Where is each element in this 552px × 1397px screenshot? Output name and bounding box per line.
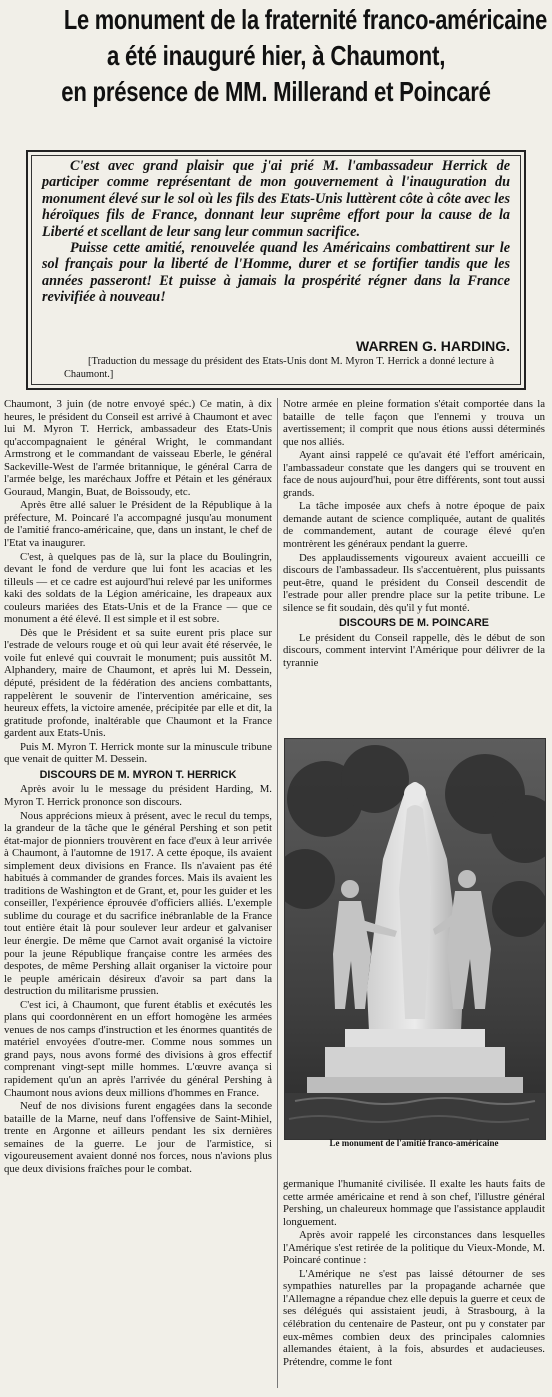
message-signature: WARREN G. HARDING. — [356, 338, 510, 354]
message-paragraph-2: Puisse cette amitié, renouvelée quand les Américains combattirent sur le sol français pour la liberté de l'Homme, durer et se fortifier tandis que les années passeront! Et puisse à jamais la prospérité régner dans la France revivifiée à nouveau! — [42, 240, 510, 306]
article-paragraph: L'Amérique ne s'est pas laissé détourner de ses sympathies naturelles par la propagande acharnée que l'Allemagne a répandue chez elle depuis la guerre et ceux de ses délégués qui assistaient jeudi, à Strasbourg, à la célébration du centenaire de Pasteur, ont pu y constater par eux-mêmes combien deux des principales calomnies allemandes étaient, à la fois, absurdes et audacieuses. Prétendre, comme le font — [283, 1267, 545, 1368]
article-paragraph: C'est, à quelques pas de là, sur la place du Boulingrin, devant le fond de verdure que lui font les acacias et les tilleuls — et ce cadre est aujourd'hui relevé par les uniformes kaki des soldats de la Légion américaine, les drapeaux aux couleurs mariées des Etats-Unis et de la France — que ce monument a été élevé. Il est simple et il est sobre. — [4, 550, 272, 626]
article-paragraph: Nous apprécions mieux à présent, avec le recul du temps, la grandeur de la tâche que le général Pershing et son petit état-major de pionniers trouvèrent en face d'eux à leur arrivée à Chaumont, à l'automne de 1917. A cette époque, ils avaient simplement deux divisions en France. Ils n'avaient pas été habitués à commander de grandes forces. Mais ils avaient les traditions de Washington et de Grant, et, pour les guider et les conseiller, l'expérience éprouvée d'officiers alliés. L'exemple sublime du courage et du sacrifice inébranlable de la France tout entière était là pour soulever leur ardeur et galvaniser leur énergie. De même que Carnot avait organisé la victoire pour la jeune République française contre les armées des despotes, de même Pershing allait organiser la victoire pour le peuple américain désireux d'avoir sa part dans la destruction du militarisme prussien. — [4, 809, 272, 998]
subheading-herrick: DISCOURS DE M. MYRON T. HERRICK — [39, 768, 237, 781]
article-column-2-continued — [283, 1178, 545, 1369]
headline-line-1: Le monument de la fraternité franco-américaine — [63, 4, 548, 35]
article-column-1 — [4, 398, 272, 1176]
message-paragraph-1: C'est avec grand plaisir que j'ai prié M. l'ambassadeur Herrick de participer comme représentant de mon gouvernement à l'inauguration du monument élevé sur le sol où les fils des Etats-Unis luttèrent côte à côte avec les héroïques fils de France, donnant leur suprême effort pour la cause de la Liberté et scellant de leur sang leur commun sacrifice. — [42, 158, 510, 240]
article-paragraph: Puis M. Myron T. Herrick monte sur la minuscule tribune que venait de quitter M. Dessein. — [4, 740, 272, 766]
article-paragraph: C'est ici, à Chaumont, que furent établis et exécutés les plans qui coordonnèrent en un effort homogène les armées venues de nos camps d'instruction et les énormes quantités de matériel envoyées d'outre-mer. Comme nous sommes un grand pays, nous avons formé des divisions à gros effectif comprenant vingt-sept mille hommes. L'œuvre avança si rapidement qu'un an après l'arrivée du général Pershing à Chaumont nous avions deux millions d'hommes en France. — [4, 998, 272, 1099]
article-paragraph: Le président du Conseil rappelle, dès le début de son discours, comment intervint l'Amérique pour délivrer de la tyrannie — [283, 631, 545, 669]
article-paragraph: Après avoir rappelé les circonstances dans lesquelles l'Amérique s'est retirée de la politique du Vieux-Monde, M. Poincaré continue : — [283, 1229, 545, 1267]
article-paragraph: Après être allé saluer le Président de la République à la préfecture, M. Poincaré l'a accompagné jusqu'au monument de l'amitié franco-américaine, que, dans un instant, le chef de l'Etat va inaugurer. — [4, 499, 272, 550]
article-paragraph: Ayant ainsi rappelé ce qu'avait été l'effort américain, l'ambassadeur constate que les dangers qui se trouvent en face de nous aujourd'hui, pour être différents, sont tout aussi grands. — [283, 449, 545, 499]
message-text — [42, 158, 510, 306]
subheading-poincare: DISCOURS DE M. POINCARE — [339, 617, 489, 630]
article-paragraph: germanique l'humanité civilisée. Il exalte les hauts faits de cette armée américaine et rend à son chef, l'illustre général Pershing, un chaleureux hommage que l'assistance applaudit longuement. — [283, 1178, 545, 1228]
translation-note-text: [Traduction du message du président des Etats-Unis dont M. Myron T. Herrick a donné lecture à Chaumont.] — [64, 356, 494, 380]
article-paragraph: La tâche imposée aux chefs à notre époque de paix demande autant de science compliquée, autant de qualités de commandement, autant de courage élevé qu'en montrèrent les généraux pendant la guerre. — [283, 500, 545, 551]
translation-note — [64, 356, 494, 381]
harding-message-box — [26, 150, 526, 390]
photo-caption: Le monument de l'amitié franco-américaine — [329, 1138, 499, 1148]
headline-line-3: en présence de MM. Millerand et Poincaré — [61, 76, 491, 107]
monument-photo — [284, 738, 546, 1140]
article-paragraph: Dès que le Président et sa suite eurent pris place sur l'estrade de velours rouge et où qui leur avait été réservée, le voile fut enlevé qui couvrait le monument; puis aussitôt M. Alphandery, maire de Chaumont, et après lui M. Dessein, député, président de la fédération des anciens combattants, rappelèrent le souvenir de l'intervention américaine, ses heureux effets, la victoire amenée, précipitée par elle et dit, la gratitude profonde, inaltérable que Chaumont et la France gardent aux Etats-Unis. — [4, 626, 272, 740]
monument-photo-figure — [284, 738, 544, 1150]
headline-line-2: a été inauguré hier, à Chaumont, — [106, 40, 446, 71]
article-paragraph: Des applaudissements vigoureux avaient accueilli ce discours de l'ambassadeur. Ils s'accentuèrent, plus puissants peut-être, quand le président du Conseil descendit de l'estrade pour aller prendre place sur la petite tribune. Le silence se fit soudain, dès qu'il y fut monté. — [283, 551, 545, 614]
article-column-2 — [283, 398, 545, 670]
article-paragraph: Chaumont, 3 juin (de notre envoyé spéc.) Ce matin, à dix heures, le président du Conseil est arrivé à Chaumont et avec lui M. Myron T. Herrick, ambassadeur des Etats-Unis qu'accompagnaient le général Wright, le commandant Armstrong et le commandant de vaisseau Eberle, le général Sackeville-West de l'armée britannique, le général Carra de l'armée belge, les maréchaux Joffre et Pétain et les généraux Gouraud, Mangin, Buat, de Boissoudy, etc. — [4, 398, 272, 498]
column-divider — [277, 398, 278, 1388]
article-paragraph: Neuf de nos divisions furent engagées dans la seconde bataille de la Marne, neuf dans l'offensive de Saint-Mihiel, trente en Argonne et ailleurs pendant les six dernières semaines de la guerre. Le jour de l'armistice, si vigoureusement avaient donné nos forces, nous n'avions plus que deux divisions fraîches pour le combat. — [4, 1100, 272, 1175]
headline — [4, 2, 548, 110]
article-paragraph: Après avoir lu le message du président Harding, M. Myron T. Herrick prononce son discours. — [4, 783, 272, 808]
article-paragraph: Notre armée en pleine formation s'était comportée dans la bataille de telle façon que l'ennemi y trouva un avertissement; il comprit que nous étions aussi déterminés que nos alliés. — [283, 398, 545, 448]
